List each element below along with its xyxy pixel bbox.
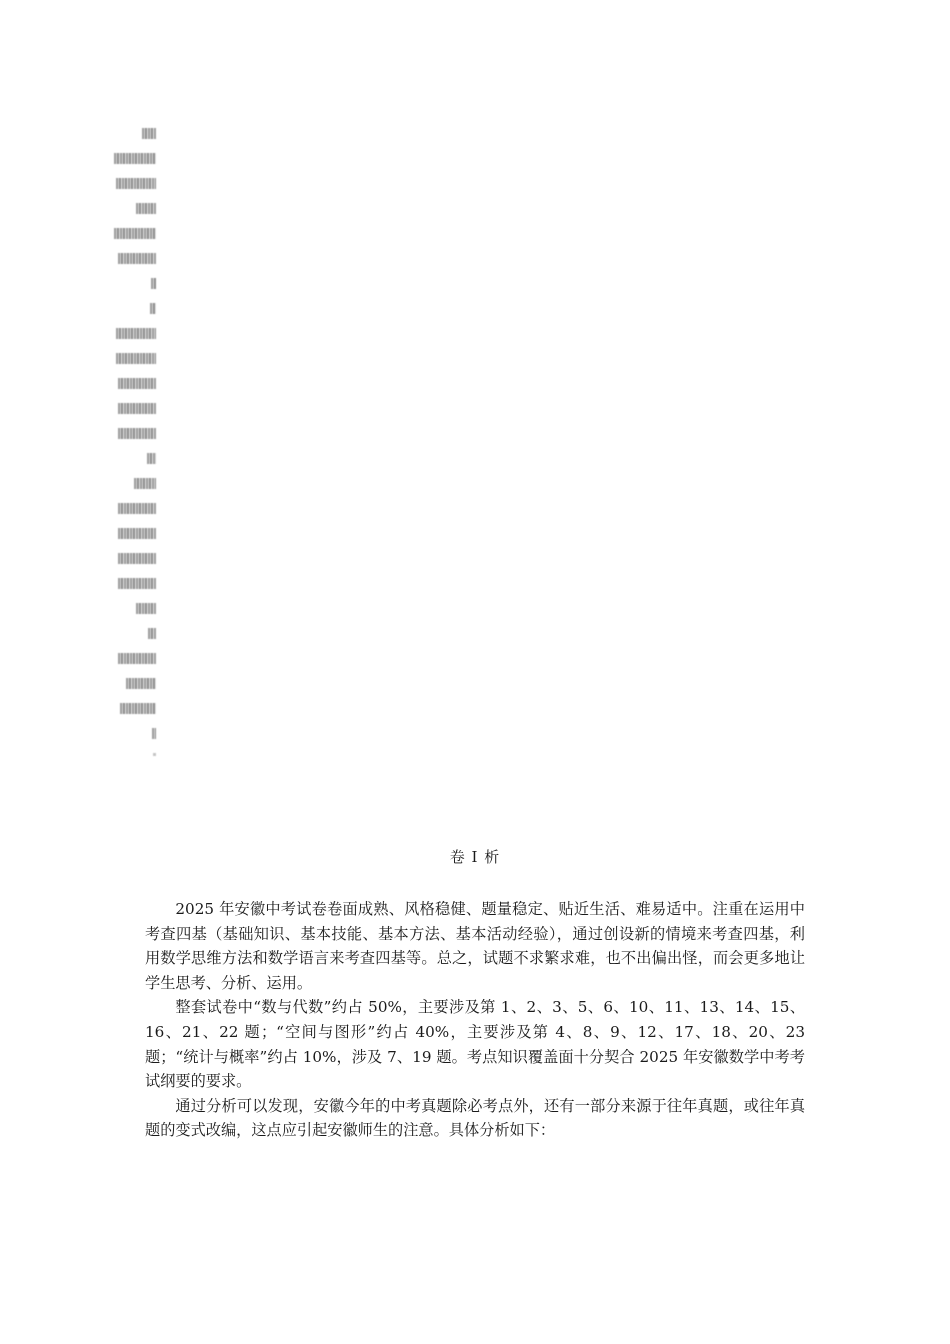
blurred-line [118, 403, 156, 414]
blurred-line [114, 228, 156, 239]
blurred-line [118, 503, 156, 514]
blurred-line [118, 378, 156, 389]
blurred-line [148, 628, 156, 639]
paragraph: 2025 年安徽中考试卷卷面成熟、风格稳健、题量稳定、贴近生活、难易适中。注重在运用中考查四基（基础知识、基本技能、基本方法、基本活动经验），通过创设新的情境来考查四基，利用数学思维方法和数学语言来考查四基等。总之，试题不求繁求难，也不出偏出怪，而会更多地让学生思考、分析、运用。 [145, 900, 805, 992]
blurred-line [136, 603, 156, 614]
blurred-line [118, 428, 156, 439]
blurred-line [142, 128, 156, 139]
blurred-line [136, 203, 156, 214]
blurred-line [114, 153, 156, 164]
blurred-line [118, 578, 156, 589]
paragraph: 整套试卷中“数与代数”约占 50%，主要涉及第 1、2、3、5、6、10、11、13、14、15、16、21、22 题；“空间与图形”约占 40%，主要涉及第 4、8、9、12、17、18、20、23 题；“统计与概率”约占 10%，涉及 7、19 题。考点知识覆盖面十分契合 2025 年安徽数学中考考试纲要的要求。 [145, 998, 805, 1091]
blurred-line [150, 303, 156, 314]
blurred-line [126, 678, 156, 689]
blurred-line [147, 453, 156, 464]
blurred-line [116, 178, 156, 189]
paragraph: 通过分析可以发现，安徽今年的中考真题除必考点外，还有一部分来源于往年真题，或往年真题的变式改编，这点应引起安徽师生的注意。具体分析如下： [145, 1096, 805, 1140]
section-heading: 卷 I 析 [449, 848, 501, 866]
blurred-line [116, 328, 156, 339]
blurred-line [151, 278, 156, 289]
blurred-line [153, 753, 156, 756]
body-text [145, 897, 805, 1143]
blurred-line [116, 353, 156, 364]
blurred-line [118, 553, 156, 564]
blurred-line [134, 478, 156, 489]
blurred-text-column [100, 128, 156, 770]
blurred-line [118, 253, 156, 264]
blurred-line [152, 728, 156, 739]
blurred-line [118, 653, 156, 664]
blurred-line [120, 703, 156, 714]
blurred-line [118, 528, 156, 539]
